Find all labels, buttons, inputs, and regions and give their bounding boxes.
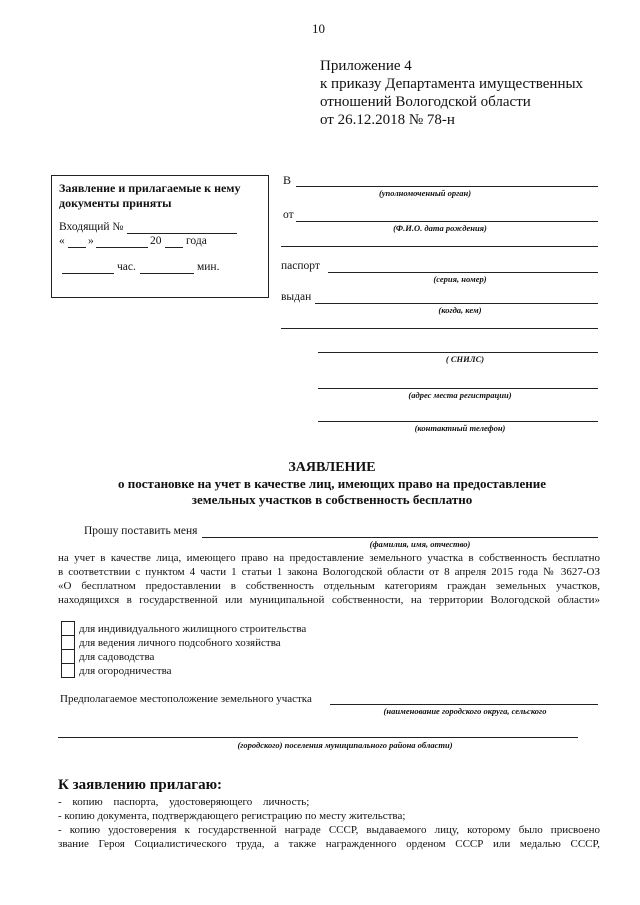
snils-line[interactable]	[318, 352, 598, 353]
appendix-line-3: отношений Вологодской области	[320, 94, 531, 110]
issued-caption: (когда, кем)	[438, 305, 482, 315]
from-line[interactable]	[296, 221, 598, 222]
purpose-checkbox[interactable]	[61, 649, 75, 664]
form-title: ЗАЯВЛЕНИЕ	[288, 460, 376, 475]
request-paragraph-2: в соответствии с пунктом 4 части 1 статьи 1 закона Вологодской области от 8 апреля 2015 года № 3627-ОЗ	[58, 566, 600, 578]
phone-line[interactable]	[318, 421, 598, 422]
from-label: от	[283, 209, 294, 221]
purpose-label: для индивидуального жилищного строительства	[79, 623, 307, 635]
appendix-line-2: к приказу Департамента имущественных	[320, 76, 584, 92]
location-label: Предполагаемое местоположение земельного участка	[60, 693, 312, 705]
purpose-checkbox[interactable]	[61, 663, 75, 678]
attachment-item: - копию паспорта, удостоверяющего личность;	[58, 796, 310, 808]
location-caption-1: (наименование городского округа, сельского	[383, 706, 547, 716]
form-subtitle-1: о постановке на учет в качестве лиц, имеющих право на предоставление	[118, 476, 546, 491]
to-caption: (уполномоченный орган)	[378, 188, 472, 198]
minutes-label: мин.	[197, 261, 220, 273]
name-caption: (фамилия, имя, отчество)	[369, 539, 471, 549]
request-paragraph-1: на учет в качестве лица, имеющего право на предоставление земельного участка в собственность бесплатно	[58, 552, 600, 564]
name-line[interactable]	[202, 537, 598, 538]
issued-label: выдан	[281, 291, 312, 303]
request-paragraph-3: «О бесплатном предоставлении в собственность отдельным категориям граждан земельных участков,	[58, 580, 600, 592]
year-prefix: 20	[150, 235, 162, 247]
appendix-line-1: Приложение 4	[320, 58, 412, 74]
form-subtitle-2: земельных участков в собственность бесплатно	[191, 492, 473, 507]
attachment-item: - копию удостоверения к государственной награде СССР, выдаваемого лицу, которому было присвоено	[58, 824, 600, 836]
day-line[interactable]	[68, 247, 86, 248]
to-line[interactable]	[296, 186, 598, 187]
passport-caption: (серия, номер)	[433, 274, 487, 284]
receipt-title-1: Заявление и прилагаемые к нему	[59, 181, 241, 195]
purpose-checkbox[interactable]	[61, 621, 75, 636]
phone-caption: (контактный телефон)	[414, 423, 506, 433]
purpose-label: для огородничества	[79, 665, 172, 677]
request-lead: Прошу поставить меня	[84, 525, 198, 537]
from-line-2[interactable]	[281, 246, 598, 247]
to-label: В	[283, 173, 292, 187]
appendix-line-4: от 26.12.2018 № 78-н	[320, 112, 455, 128]
year-suffix: года	[186, 235, 207, 247]
snils-caption: ( СНИЛС)	[445, 354, 485, 364]
incoming-line[interactable]	[127, 233, 237, 234]
month-line[interactable]	[96, 247, 148, 248]
quote-close: »	[88, 235, 94, 247]
passport-line[interactable]	[328, 272, 598, 273]
minutes-line[interactable]	[140, 273, 194, 274]
purpose-label: для ведения личного подсобного хозяйства	[79, 637, 281, 649]
purpose-checkbox[interactable]	[61, 635, 75, 650]
issued-line-2[interactable]	[281, 328, 598, 329]
request-paragraph-4: находящихся в государственной или муниципальной собственности, на территории Вологодской области»	[58, 594, 600, 606]
attachment-item: звание Героя Социалистического труда, а также награжденного орденом СССР или медалью СССР,	[58, 838, 600, 850]
quote-open: «	[59, 235, 65, 247]
passport-label: паспорт	[281, 260, 320, 272]
location-line-2[interactable]	[58, 737, 578, 738]
attachments-title: К заявлению прилагаю:	[58, 777, 223, 793]
issued-line[interactable]	[315, 303, 598, 304]
year-line[interactable]	[165, 247, 183, 248]
hours-label: час.	[117, 261, 136, 273]
address-line[interactable]	[318, 388, 598, 389]
location-line[interactable]	[330, 704, 598, 705]
incoming-label: Входящий №	[59, 221, 124, 233]
location-caption-2: (городского) поселения муниципального района области)	[237, 740, 453, 750]
receipt-box	[51, 175, 269, 298]
hours-line[interactable]	[62, 273, 114, 274]
receipt-title-2: документы приняты	[59, 196, 172, 210]
attachment-item: - копию документа, подтверждающего регистрацию по месту жительства;	[58, 810, 406, 822]
from-caption: (Ф.И.О. дата рождения)	[393, 223, 487, 233]
address-caption: (адрес места регистрации)	[408, 390, 512, 400]
page-number: 10	[312, 21, 325, 36]
purpose-label: для садоводства	[79, 651, 155, 663]
